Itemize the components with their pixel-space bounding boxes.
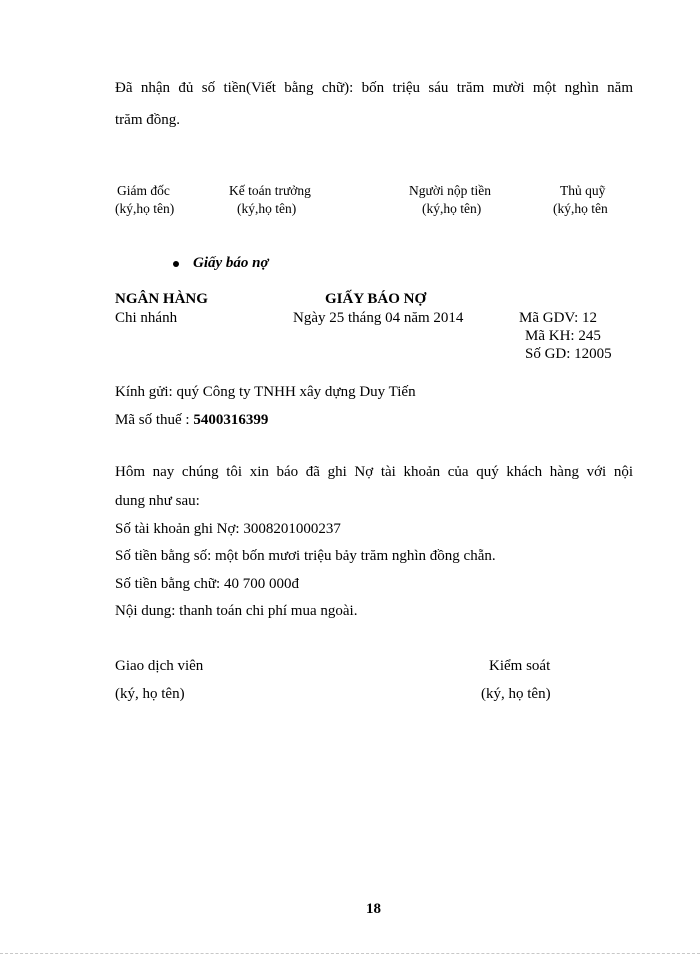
tax-code-label: Mã số thuế : bbox=[115, 412, 194, 428]
amount-in-words: Số tiền bằng chữ: 40 700 000đ bbox=[115, 576, 299, 592]
signature-note-director: (ký,họ tên) bbox=[115, 201, 175, 216]
recipient-line: Kính gửi: quý Công ty TNHH xây dựng Duy Tiến bbox=[115, 384, 416, 400]
tax-code-line bbox=[115, 412, 268, 429]
page-number: 18 bbox=[366, 901, 381, 917]
section-heading: Giấy báo nợ bbox=[193, 255, 269, 271]
signature-note-chief-accountant: (ký,họ tên) bbox=[237, 201, 297, 216]
signature-role-payer: Người nộp tiền bbox=[409, 183, 491, 198]
amount-words-line-1: Đã nhận đủ số tiền(Viết bằng chữ): bốn triệu sáu trăm mười một nghìn năm bbox=[115, 80, 633, 96]
customer-code: Mã KH: 245 bbox=[525, 328, 601, 344]
intro-line-1: Hôm nay chúng tôi xin báo đã ghi Nợ tài khoản của quý khách hàng với nội bbox=[115, 464, 633, 480]
page-bottom-divider bbox=[0, 953, 700, 954]
signature-note-controller: (ký, họ tên) bbox=[481, 686, 551, 702]
signature-note-cashier: (ký,họ tên bbox=[553, 201, 608, 216]
document-date: Ngày 25 tháng 04 năm 2014 bbox=[293, 310, 464, 326]
debit-account: Số tài khoản ghi Nợ: 3008201000237 bbox=[115, 521, 341, 537]
document-title: GIẤY BÁO NỢ bbox=[325, 291, 427, 307]
intro-line-2: dung như sau: bbox=[115, 493, 200, 509]
bullet-icon bbox=[173, 261, 179, 267]
teller-code: Mã GDV: 12 bbox=[519, 310, 598, 326]
signature-note-payer: (ký,họ tên) bbox=[422, 201, 482, 216]
signature-role-cashier: Thủ quỹ bbox=[560, 183, 606, 198]
signature-role-teller: Giao dịch viên bbox=[115, 658, 204, 674]
branch-label: Chi nhánh bbox=[115, 310, 178, 326]
tax-code-value: 5400316399 bbox=[193, 412, 269, 428]
signature-role-controller: Kiểm soát bbox=[489, 658, 551, 674]
signature-role-chief-accountant: Kế toán trưởng bbox=[229, 183, 311, 198]
signature-note-teller: (ký, họ tên) bbox=[115, 686, 185, 702]
amount-in-number: Số tiền bằng số: một bốn mươi triệu bảy trăm nghìn đồng chẵn. bbox=[115, 548, 496, 564]
amount-words-line-2: trăm đồng. bbox=[115, 112, 180, 128]
bank-label: NGÂN HÀNG bbox=[115, 291, 208, 307]
transaction-number: Số GD: 12005 bbox=[525, 346, 612, 362]
payment-content: Nội dung: thanh toán chi phí mua ngoài. bbox=[115, 603, 358, 619]
signature-role-director: Giám đốc bbox=[117, 183, 170, 198]
